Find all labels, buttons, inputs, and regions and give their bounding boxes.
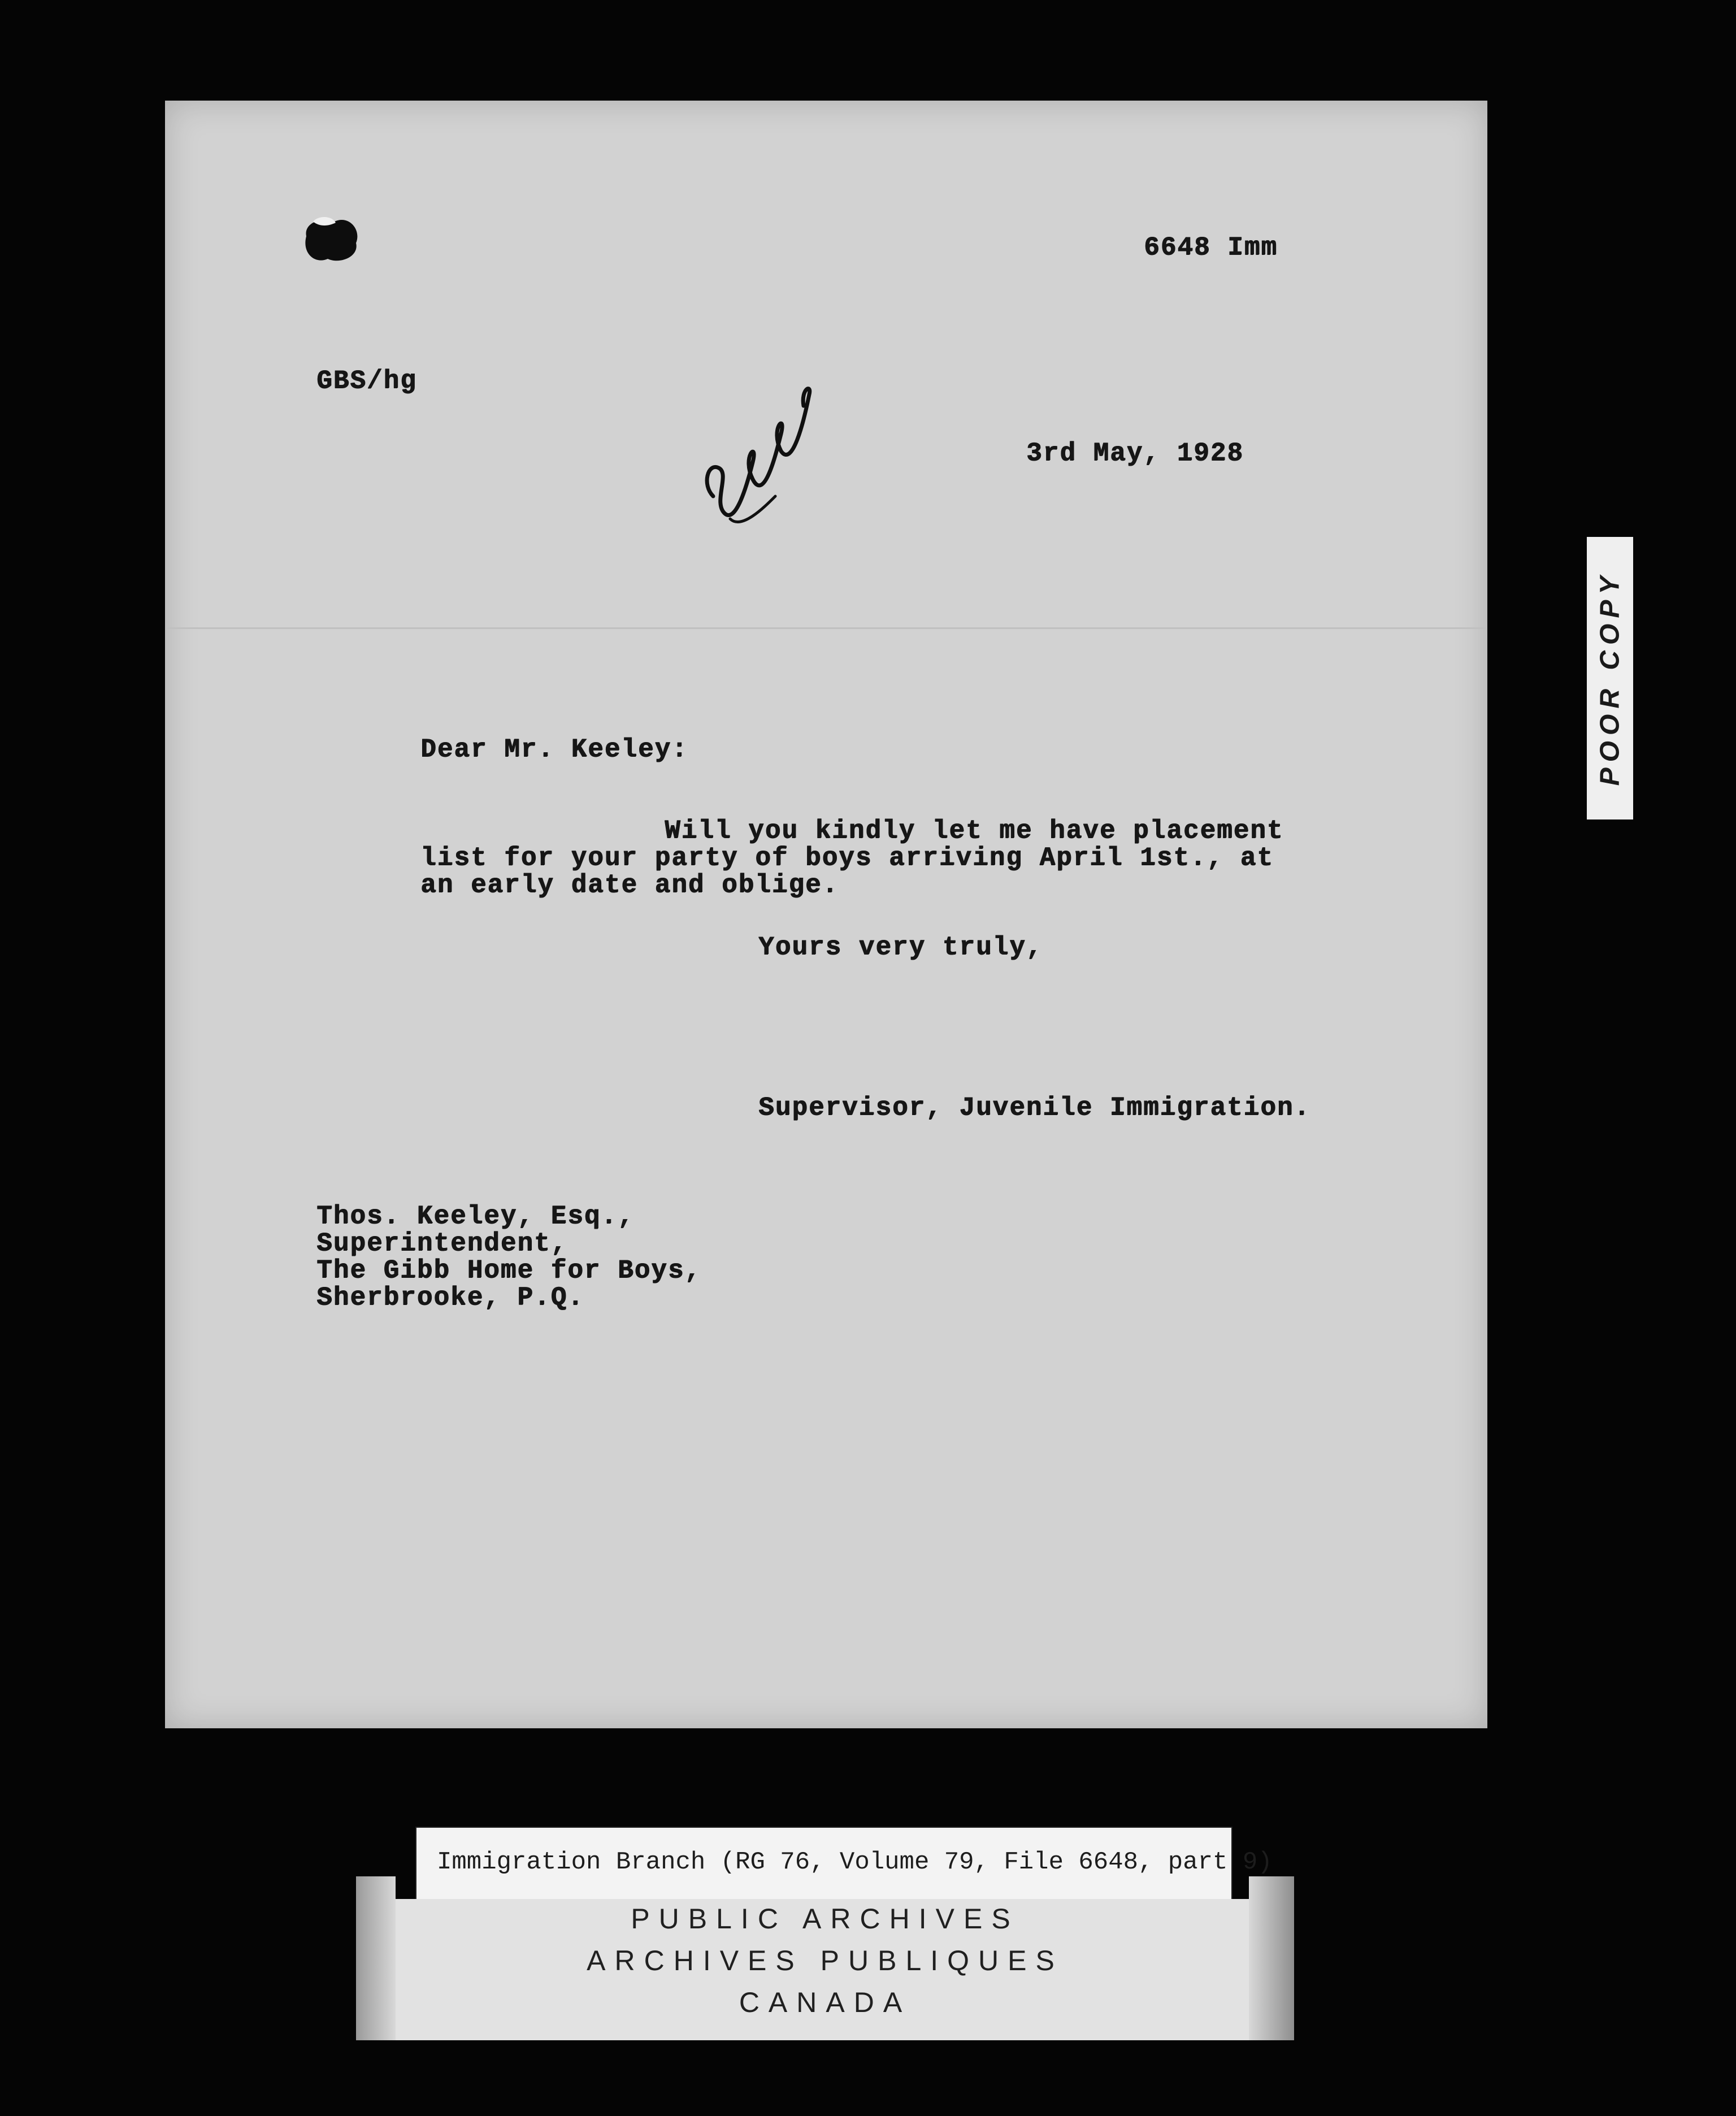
body-line: list for your party of boys arriving April 1st., at: [420, 843, 1274, 873]
typist-initials: GBS/hg: [316, 366, 417, 396]
archive-line: ARCHIVES PUBLIQUES: [587, 1945, 1064, 1976]
recipient-line: Thos. Keeley, Esq.,: [316, 1202, 635, 1231]
stamp-text: POOR COPY: [1595, 570, 1625, 786]
archive-reference-label: [415, 1827, 1273, 1905]
letter-page: [165, 101, 1487, 1728]
archive-reference: Immigration Branch (RG 76, Volume 79, File 6648, part 9): [437, 1848, 1273, 1876]
poor-copy-stamp: [1587, 537, 1633, 819]
file-reference: 6648 Imm: [1144, 233, 1278, 262]
archive-card: [356, 1899, 1294, 2040]
signature-title: Supervisor, Juvenile Immigration.: [758, 1093, 1310, 1122]
recipient-line: The Gibb Home for Boys,: [316, 1256, 701, 1285]
salutation: Dear Mr. Keeley:: [420, 735, 688, 764]
ink-blot: [301, 214, 362, 264]
body-line: Will you kindly let me have placement: [665, 816, 1284, 845]
archive-line: PUBLIC ARCHIVES: [631, 1903, 1019, 1935]
recipient-line: Sherbrooke, P.Q.: [316, 1283, 584, 1312]
archive-line: CANADA: [739, 1987, 912, 2018]
recipient-line: Superintendent,: [316, 1229, 568, 1258]
body-line: an early date and oblige.: [420, 870, 839, 900]
letter-date: 3rd May, 1928: [1026, 439, 1244, 468]
page-fold-line: [165, 627, 1487, 629]
handwritten-initials: [691, 372, 821, 541]
closing: Yours very truly,: [758, 933, 1043, 962]
